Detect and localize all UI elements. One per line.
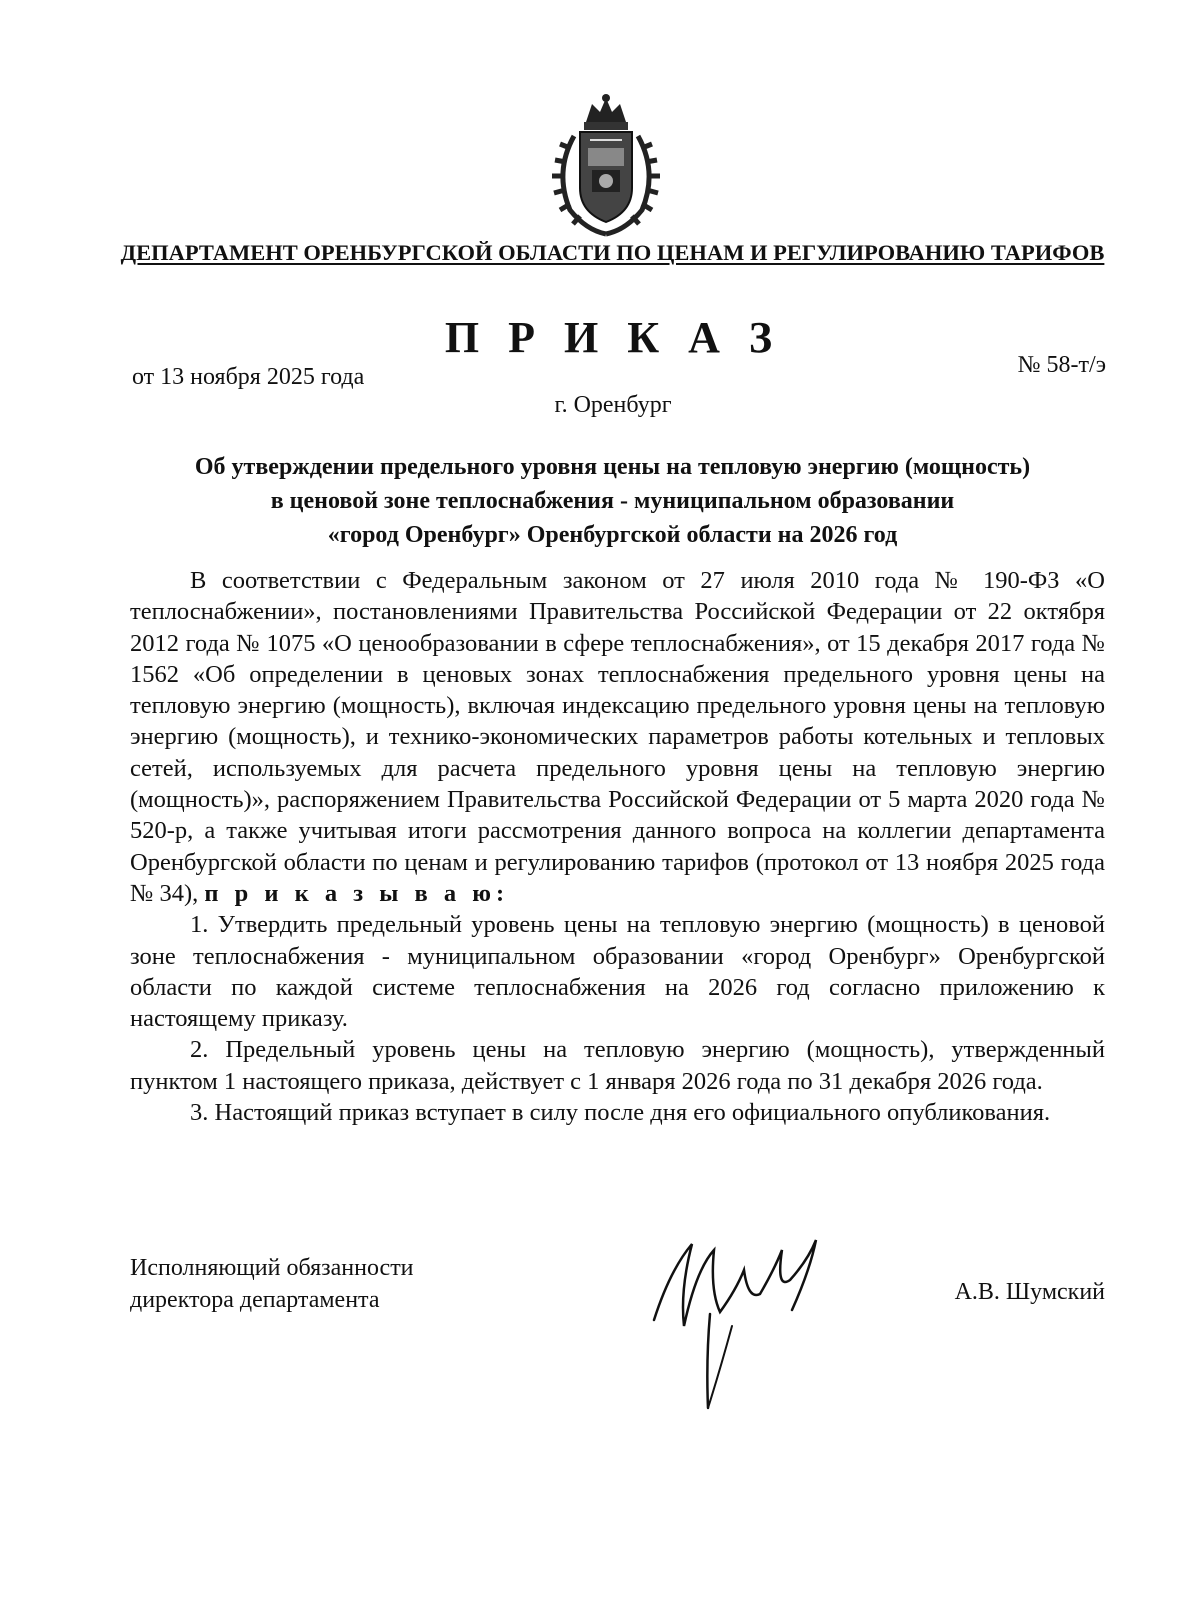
order-word: п р и к а з ы в а ю:	[204, 879, 510, 907]
handwritten-signature-icon	[640, 1230, 840, 1420]
subject-line: в ценовой зоне теплоснабжения - муниципальном образовании	[270, 488, 955, 514]
document-title: П Р И К А З	[444, 313, 782, 362]
order-item-1: 1. Утвердить предельный уровень цены на тепловую энергию (мощность) в ценовой зоне теплоснабжения - муниципальном образовании «город Оренбург» Оренбургской области по каждой системе теплоснабжения на 2026 год согласно приложению к настоящему приказу.	[130, 911, 1105, 1033]
preamble-text: В соответствии с Федеральным законом от 27 июля 2010 года № 190-ФЗ «О теплоснабжении», постановлениями Правительства Российской Федерации от 22 октября 2012 года № 1075 «О ценообразовании в сфере теплоснабжения», от 15 декабря 2017 года № 1562 «Об определении в ценовых зонах теплоснабжения предельного уровня цены на тепловую энергию (мощность), включая индексацию предельного уровня цены на тепловую энергию (мощность), и технико-экономических параметров работы котельных и тепловых сетей, используемых для расчета предельного уровня цены на тепловую энергию (мощность)», распоряжением Правительства Российской Федерации от 5 марта 2020 года № 520-р, а также учитывая итоги рассмотрения данного вопроса на коллегии департамента Оренбургской области по ценам и регулированию тарифов (протокол от 13 ноября 2025 года № 34),	[130, 567, 1105, 907]
signatory-name: А.В. Шумский	[954, 1279, 1105, 1305]
signatory-position	[130, 1252, 414, 1316]
position-line: директора департамента	[130, 1287, 380, 1313]
subject-line: «город Оренбург» Оренбургской области на 2026 год	[327, 522, 898, 548]
order-number: № 58-т/э	[1017, 352, 1106, 378]
order-date: от 13 ноября 2025 года	[132, 364, 365, 390]
coat-of-arms-icon	[540, 92, 672, 240]
order-body	[130, 565, 1105, 1128]
order-city: г. Оренбург	[554, 392, 672, 418]
department-name: ДЕПАРТАМЕНТ ОРЕНБУРГСКОЙ ОБЛАСТИ ПО ЦЕНАМ И РЕГУЛИРОВАНИЮ ТАРИФОВ	[120, 240, 1105, 265]
position-line: Исполняющий обязанности	[130, 1255, 414, 1281]
preamble-paragraph	[130, 565, 1105, 909]
order-subject	[120, 450, 1105, 552]
order-item-3: 3. Настоящий приказ вступает в силу после дня его официального опубликования.	[190, 1099, 1051, 1127]
subject-line: Об утверждении предельного уровня цены на тепловую энергию (мощность)	[194, 454, 1031, 480]
order-item-2: 2. Предельный уровень цены на тепловую энергию (мощность), утвержденный пунктом 1 настоящего приказа, действует с 1 января 2026 года по 31 декабря 2026 года.	[130, 1036, 1105, 1095]
